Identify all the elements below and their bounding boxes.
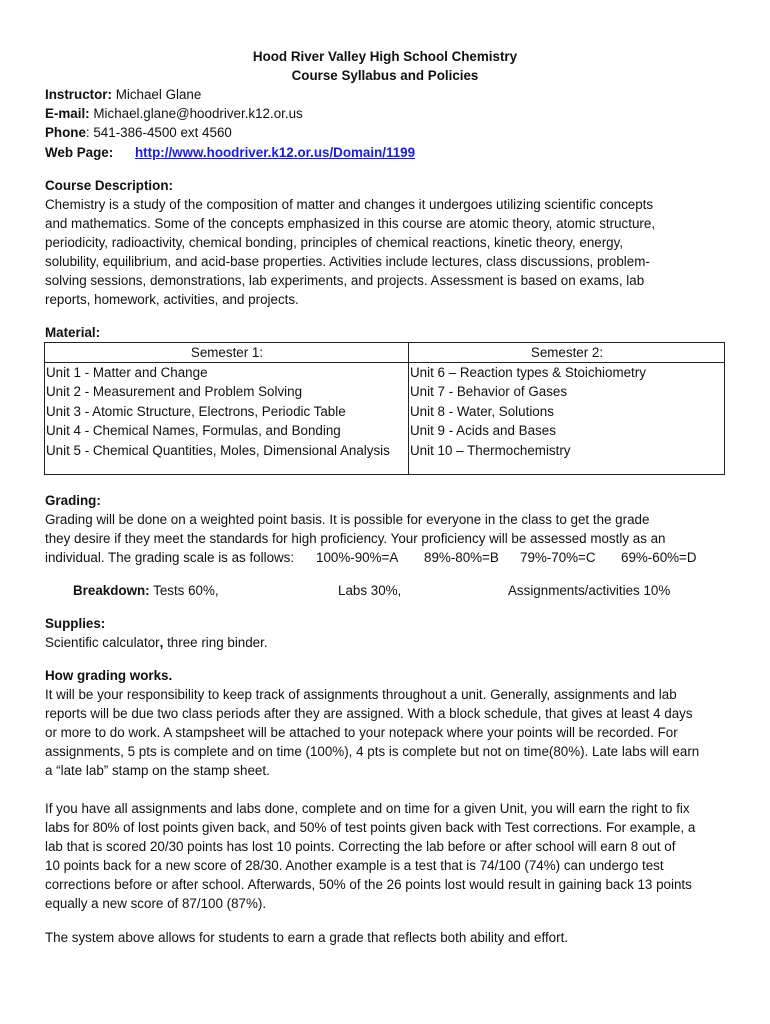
unit-item: Unit 2 - Measurement and Problem Solving	[46, 384, 303, 400]
material-heading: Material:	[45, 325, 101, 340]
instructor-line	[45, 85, 201, 104]
supplies-text	[45, 633, 268, 652]
closing-statement: The system above allows for students to earn a grade that reflects both ability and effort.	[45, 930, 569, 945]
unit-item: Unit 9 - Acids and Bases	[410, 423, 556, 439]
paragraph-line: or more to do work. A stampsheet will be attached to your notepack where your points will be recorded. For	[45, 725, 678, 740]
grade-scale-a: 100%-90%=A	[316, 550, 399, 565]
paragraph-line: labs for 80% of lost points given back, and 50% of test points given back with Test corrections. For example, a	[45, 820, 696, 835]
paragraph-line: equally a new score of 87/100 (87%).	[45, 896, 267, 911]
course-description-line: solubility, equilibrium, and acid-base properties. Activities include lectures, class discussions, problem-	[45, 254, 650, 269]
paragraph-line: a “late lab” stamp on the stamp sheet.	[45, 763, 270, 778]
grade-scale-d: 69%-60%=D	[621, 550, 697, 565]
unit-item: Unit 7 - Behavior of Gases	[410, 384, 568, 400]
web-page-link[interactable]	[135, 143, 415, 162]
grade-scale-c: 79%-70%=C	[520, 550, 596, 565]
semester-2-units	[409, 363, 725, 475]
course-description-line: Chemistry is a study of the composition of matter and changes it undergoes utilizing scientific concepts	[45, 197, 654, 212]
how-grading-heading: How grading works.	[45, 668, 173, 683]
supplies-calculator: Scientific calculator	[45, 635, 160, 650]
paragraph-line: assignments, 5 pts is complete and on time (100%), 4 pts is complete but not on time(80%). Late labs will earn	[45, 744, 700, 759]
grade-scale-b: 89%-80%=B	[424, 550, 499, 565]
web-page-url[interactable]: http://www.hoodriver.k12.or.us/Domain/1199	[135, 145, 416, 160]
grading-scale-intro: individual. The grading scale is as follows:	[45, 550, 295, 565]
breakdown-labs: Labs 30%,	[338, 583, 402, 598]
web-page-label: Web Page:	[45, 145, 114, 160]
material-table	[44, 342, 725, 475]
paragraph-line: corrections before or after school. Afterwards, 50% of the 26 points lost would result in gaining back 13 points	[45, 877, 692, 892]
course-description-body	[45, 195, 735, 309]
course-description-line: periodicity, radioactivity, chemical bonding, principles of chemical reactions, kinetic theory, energy,	[45, 235, 624, 250]
semester-2-header: Semester 2:	[409, 343, 725, 363]
phone-label: Phone	[45, 125, 86, 140]
supplies-comma: ,	[159, 635, 164, 650]
unit-item: Unit 4 - Chemical Names, Formulas, and Bonding	[46, 423, 341, 439]
supplies-heading: Supplies:	[45, 616, 106, 631]
web-page-line	[45, 143, 113, 162]
course-description-line: reports, homework, activities, and projects.	[45, 292, 299, 307]
instructor-name: Michael Glane	[115, 87, 202, 102]
document-subtitle: Course Syllabus and Policies	[291, 68, 479, 83]
breakdown-line	[73, 581, 219, 600]
course-description-line: solving sessions, demonstrations, lab experiments, and projects. Assessment is based on exams, lab	[45, 273, 645, 288]
grading-line: they desire if they meet the standards for high proficiency. Your proficiency will be assessed mostly as an	[45, 531, 666, 546]
paragraph-line: 10 points back for a new score of 28/30. Another example is a test that is 74/100 (74%) can undergo test	[45, 858, 664, 873]
phone-line	[45, 123, 232, 142]
grading-line: Grading will be done on a weighted point basis. It is possible for everyone in the class to get the grade	[45, 512, 650, 527]
unit-item: Unit 10 – Thermochemistry	[410, 442, 571, 458]
paragraph-line: reports will be due two class periods after they are assigned. With a block schedule, that gives at least 4 days	[45, 706, 693, 721]
breakdown-tests: Tests 60%,	[153, 583, 219, 598]
breakdown-assignments: Assignments/activities 10%	[508, 583, 671, 598]
grading-heading: Grading:	[45, 493, 101, 508]
course-description-heading: Course Description:	[45, 178, 173, 193]
semester-1-units	[45, 363, 409, 475]
instructor-label: Instructor:	[45, 87, 112, 102]
unit-item: Unit 5 - Chemical Quantities, Moles, Dimensional Analysis	[46, 442, 390, 458]
paragraph-line: It will be your responsibility to keep track of assignments throughout a unit. Generally, assignments and lab	[45, 687, 677, 702]
school-title: Hood River Valley High School Chemistry	[252, 49, 518, 64]
unit-item: Unit 6 – Reaction types & Stoichiometry	[410, 365, 646, 380]
how-grading-paragraph-1	[45, 685, 735, 780]
how-grading-paragraph-2	[45, 799, 735, 913]
breakdown-label: Breakdown:	[73, 583, 150, 598]
paragraph-line: If you have all assignments and labs done, complete and on time for a given Unit, you will earn the right to fix	[45, 801, 690, 816]
unit-item: Unit 8 - Water, Solutions	[410, 403, 554, 419]
unit-item: Unit 1 - Matter and Change	[46, 365, 208, 380]
course-description-line: and mathematics. Some of the concepts emphasized in this course are atomic theory, atomic structure,	[45, 216, 656, 231]
supplies-binder: three ring binder.	[163, 635, 268, 650]
paragraph-line: lab that is scored 20/30 points has lost 10 points. Correcting the lab before or after school will earn 8 out of	[45, 839, 676, 854]
semester-1-header: Semester 1:	[45, 343, 409, 363]
unit-item: Unit 3 - Atomic Structure, Electrons, Periodic Table	[46, 403, 346, 419]
email-label: E-mail:	[45, 106, 90, 121]
email-line	[45, 104, 303, 123]
phone-number: : 541-386-4500 ext 4560	[85, 125, 232, 140]
email-address[interactable]: Michael.glane@hoodriver.k12.or.us	[93, 106, 303, 121]
